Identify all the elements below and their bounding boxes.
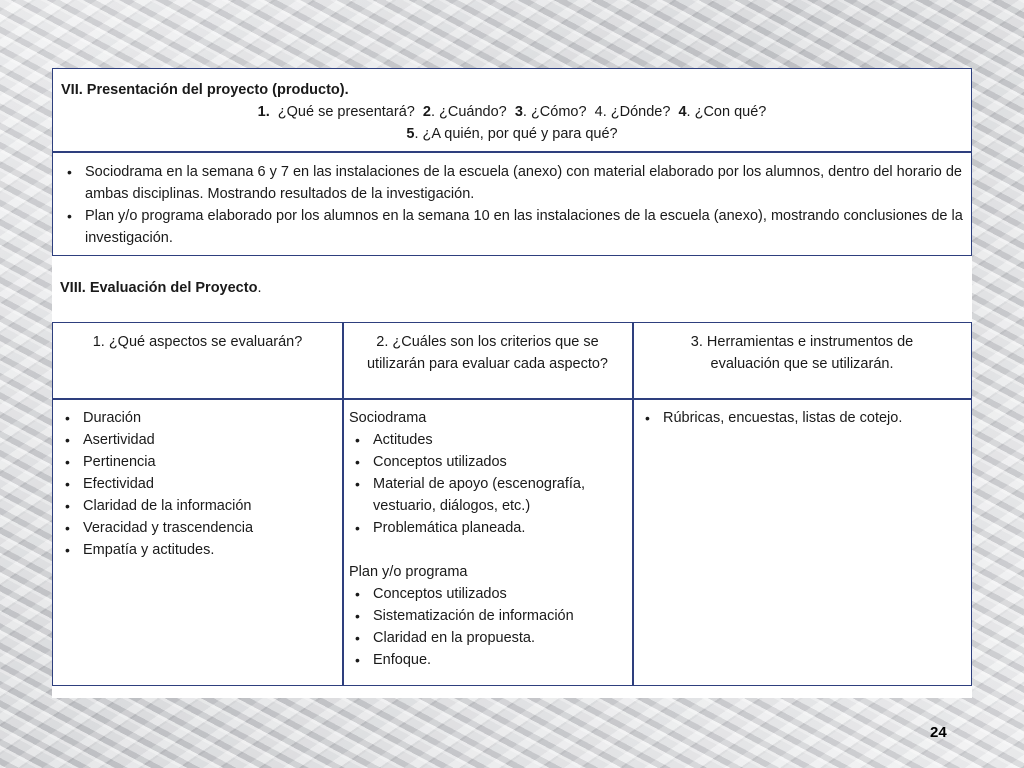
list-item: • Sociodrama en la semana 6 y 7 en las instalaciones de la escuela (anexo) con material elaborado por los alumnos, dentro del horario de ambas disciplinas. Mostrando resultados de la investigación.: [61, 161, 963, 205]
list-item: • Conceptos utilizados: [349, 451, 624, 473]
table-cell-aspects: [53, 407, 342, 561]
list-item: • Claridad de la información: [59, 495, 342, 517]
list-item: • Plan y/o programa elaborado por los alumnos en la semana 10 en las instalaciones de la escuela (anexo), mostrando conclusiones de la investigación.: [61, 205, 963, 249]
section-7-list: [53, 153, 971, 249]
section-7-header: [52, 68, 972, 152]
section-8-title: VIII. Evaluación del Proyecto.: [60, 280, 262, 296]
table-cell-criteria: [343, 407, 632, 671]
list-item: • Conceptos utilizados: [349, 583, 624, 605]
list-item: • Actitudes: [349, 429, 624, 451]
list-item: • Problemática planeada.: [349, 517, 624, 539]
list-item: • Claridad en la propuesta.: [349, 627, 624, 649]
list-item: • Pertinencia: [59, 451, 342, 473]
header-divider: [53, 398, 971, 400]
list-item: • Material de apoyo (escenografía, vestuario, diálogos, etc.): [349, 473, 624, 517]
list-item: • Veracidad y trascendencia: [59, 517, 342, 539]
list-item: • Asertividad: [59, 429, 342, 451]
evaluation-table: [52, 322, 972, 686]
column-divider: [632, 323, 634, 685]
list-item: • Enfoque.: [349, 649, 624, 671]
page-number: 24: [930, 724, 947, 741]
table-cell-tools: [633, 407, 971, 429]
list-item: • Efectividad: [59, 473, 342, 495]
list-item: • Empatía y actitudes.: [59, 539, 342, 561]
table-header-aspects: 1. ¿Qué aspectos se evaluarán?: [92, 334, 303, 350]
section-7-questions-line2: 5. ¿A quién, por qué y para qué?: [406, 126, 618, 142]
list-item: • Sistematización de información: [349, 605, 624, 627]
table-header-criteria: 2. ¿Cuáles son los criterios que se utilizarán para evaluar cada aspecto?: [366, 334, 608, 372]
criteria-group-title: Plan y/o programa: [349, 564, 468, 580]
list-item: • Rúbricas, encuestas, listas de cotejo.: [639, 407, 971, 429]
criteria-group-title: Sociodrama: [349, 410, 427, 426]
section-7-title: VII. Presentación del proyecto (producto).: [61, 82, 349, 98]
section-7-content: [52, 152, 972, 256]
section-7-questions: 1. ¿Qué se presentará? 2. ¿Cuándo? 3. ¿Cómo? 4. ¿Dónde? 4. ¿Con qué?: [257, 104, 767, 120]
table-header-tools: 3. Herramientas e instrumentos de evaluación que se utilizarán.: [690, 334, 914, 372]
list-item: • Duración: [59, 407, 342, 429]
